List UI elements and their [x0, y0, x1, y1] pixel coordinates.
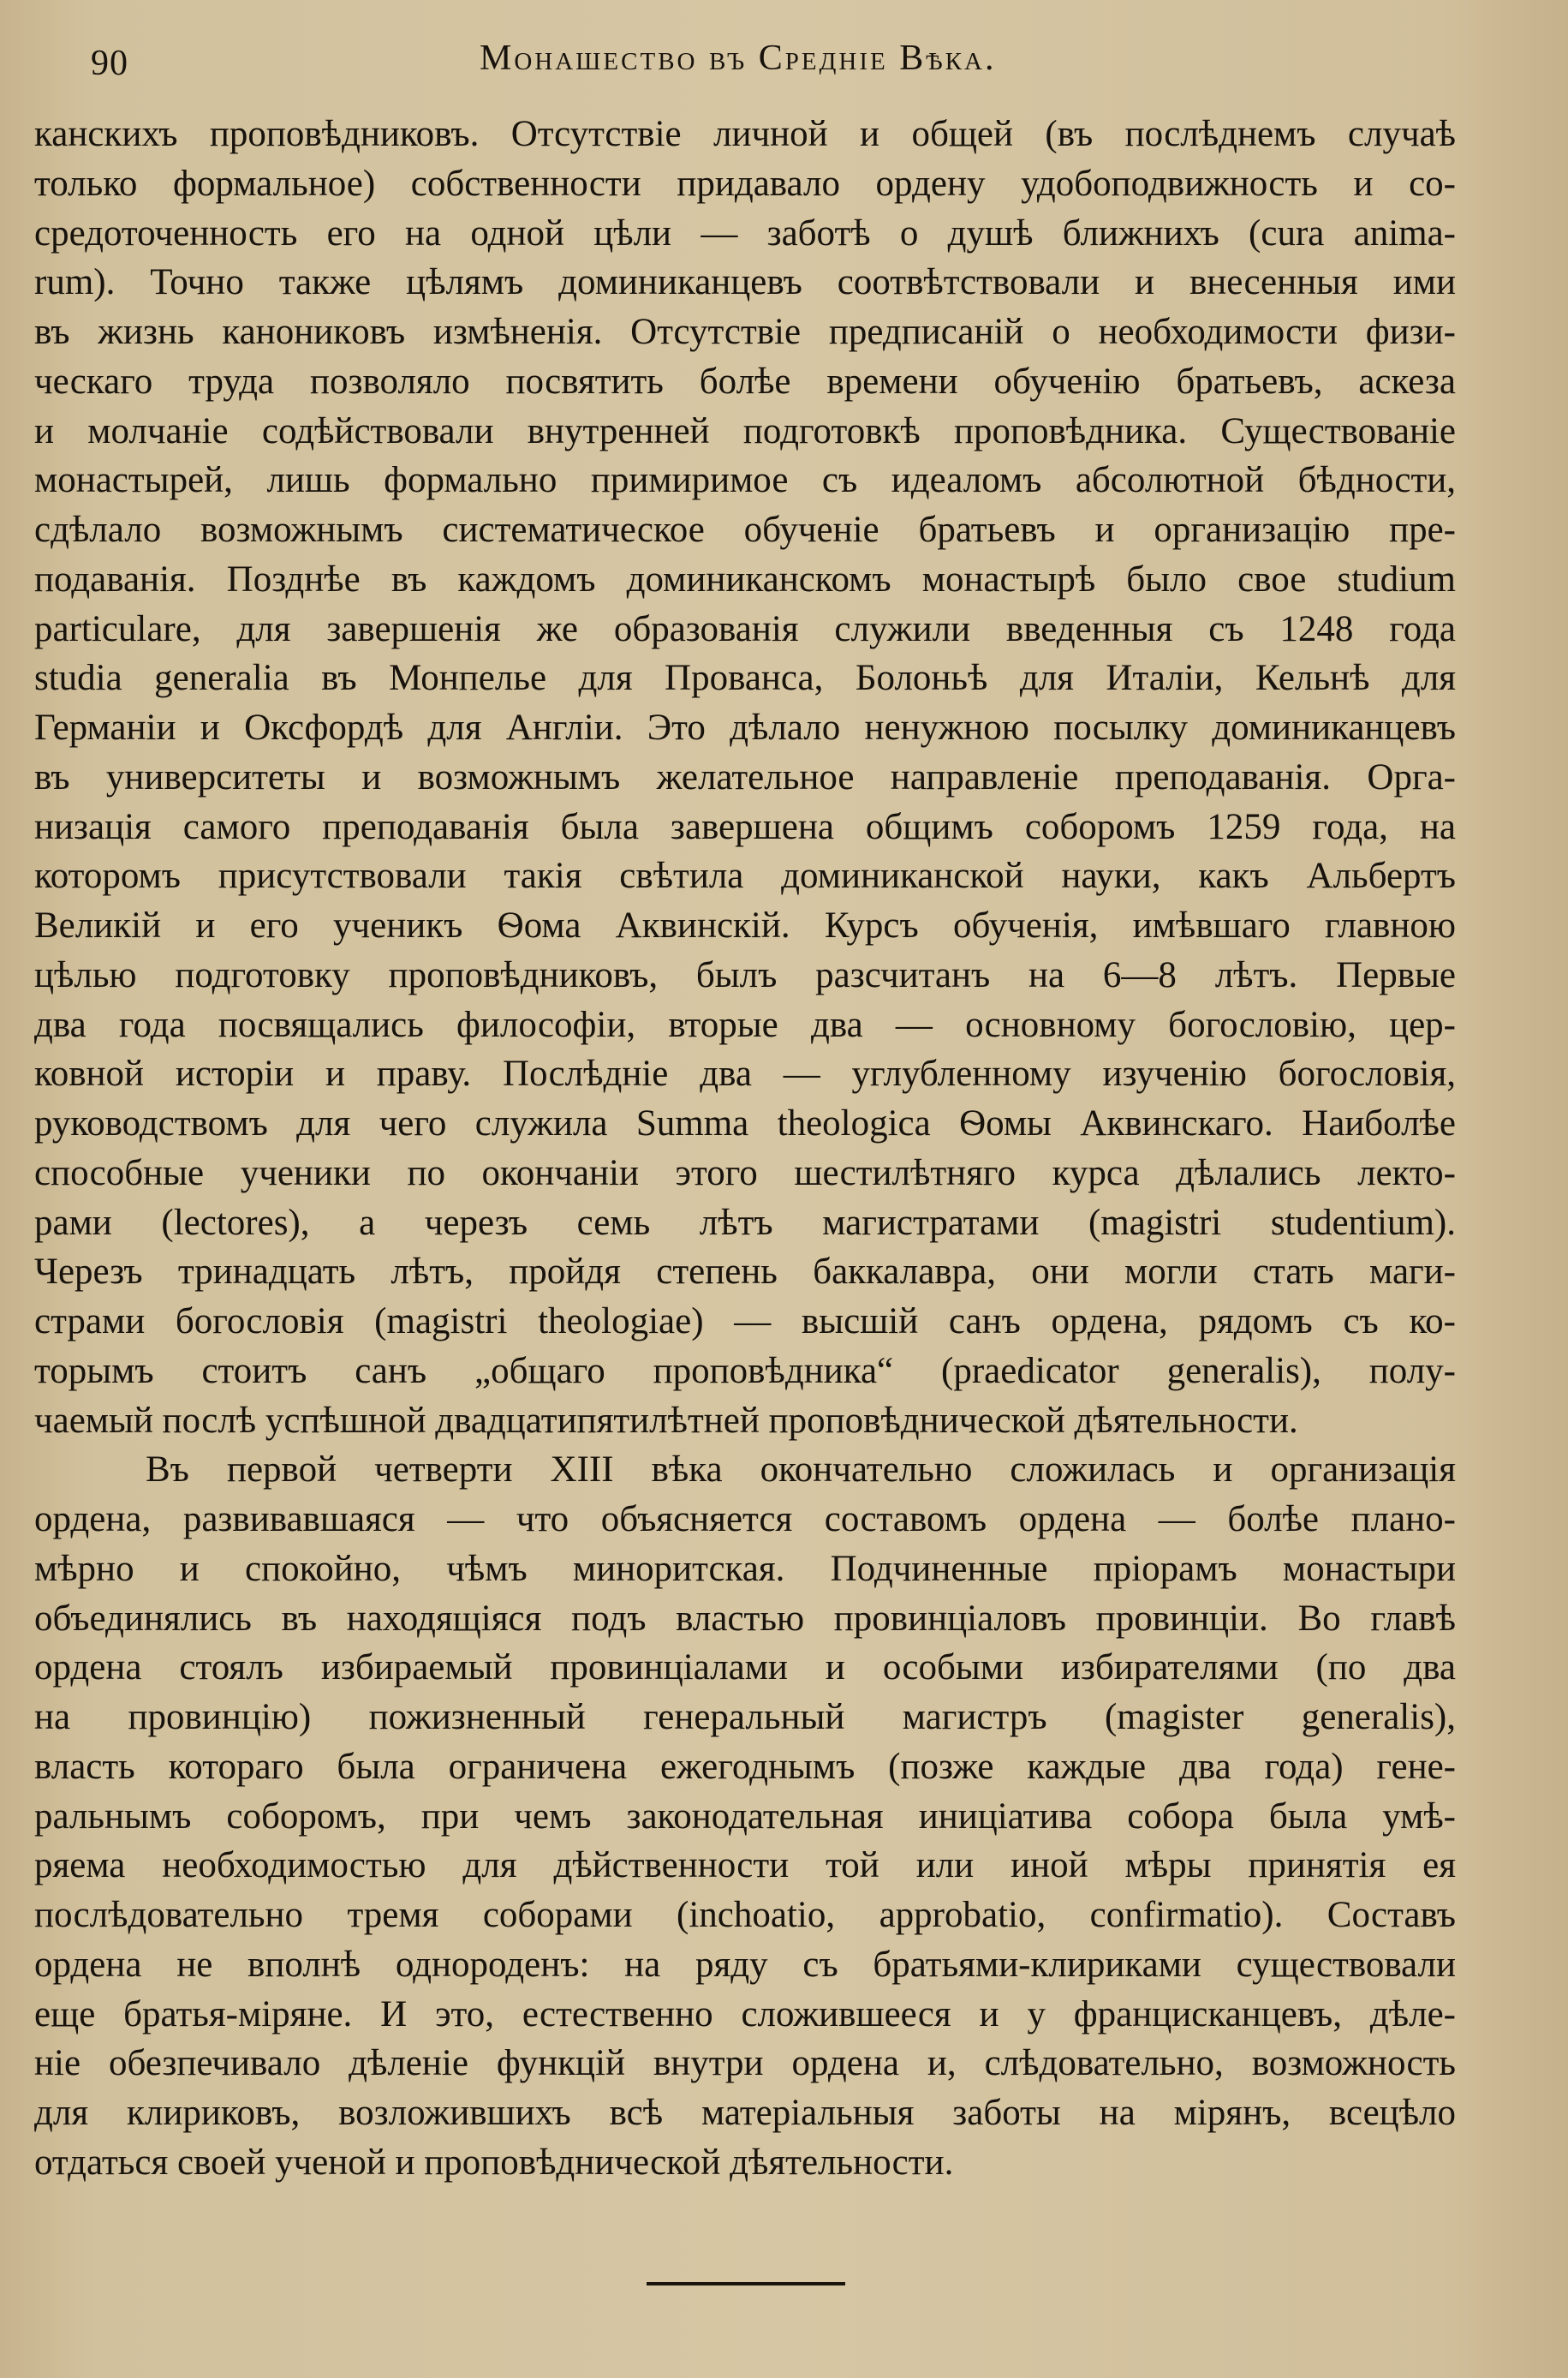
text-line: Великій и его ученикъ Ѳома Аквинскій. Курсъ обученія, имѣвшаго главною [34, 905, 1456, 946]
text-line: ческаго труда позволяло посвятить болѣе времени обученію братьевъ, аскеза [34, 361, 1456, 402]
text-line: на провинцію) пожизненный генеральный магистръ (magister generalis), [34, 1697, 1456, 1737]
text-line: цѣлью подготовку проповѣдниковъ, былъ разсчитанъ на 6—8 лѣтъ. Первые [34, 954, 1456, 995]
text-line: ряема необходимостью для дѣйственности той или иной мѣры принятія ея [34, 1845, 1456, 1886]
text-line: отдаться своей ученой и проповѣднической дѣятельности. [34, 2142, 954, 2183]
text-line: руководствомъ для чего служила Summa theologica Ѳомы Аквинскаго. Наиболѣе [34, 1103, 1456, 1144]
text-line: еще братья-міряне. И это, естественно сложившееся и у францисканцевъ, дѣле- [34, 1993, 1456, 2034]
text-line: сдѣлало возможнымъ систематическое обученіе братьевъ и организацію пре- [34, 510, 1456, 550]
text-line: ральнымъ соборомъ, при чемъ законодательная иниціатива собора была умѣ- [34, 1795, 1456, 1837]
text-line: монастырей, лишь формально примиримое съ идеаломъ абсолютной бѣдности, [34, 460, 1456, 501]
text-line: низація самого преподаванія была завершена общимъ соборомъ 1259 года, на [34, 806, 1456, 847]
text-line: мѣрно и спокойно, чѣмъ миноритская. Подчиненные пріорамъ монастыри [34, 1548, 1456, 1589]
running-title: Монашество въ Средніе Вѣка. [480, 39, 997, 78]
text-line: средоточенность его на одной цѣли — заботѣ о душѣ ближнихъ (cura anima- [34, 212, 1456, 254]
text-line: канскихъ проповѣдниковъ. Отсутствіе личной и общей (въ послѣднемъ случаѣ [34, 114, 1456, 154]
paragraph-1 [34, 110, 1456, 1445]
text-line: рами (lectores), а черезъ семь лѣтъ магистратами (magistri studentium). [34, 1202, 1456, 1243]
text-line: ордена, развивавшаяся — что объясняется составомъ ордена — болѣе плано- [34, 1499, 1456, 1539]
text-line: въ университеты и возможнымъ желательное направленіе преподаванія. Орга- [34, 756, 1456, 798]
text-line: послѣдовательно тремя соборами (inchoatio, approbatio, confirmatio). Составъ [34, 1895, 1456, 1935]
paragraph-2 [34, 1445, 1456, 2187]
text-line: ордена не вполнѣ однороденъ: на ряду съ братьями-клириками существовали [34, 1944, 1456, 1985]
text-line: Германіи и Оксфордѣ для Англіи. Это дѣлало ненужною посылку доминиканцевъ [34, 708, 1456, 748]
body-text [34, 110, 1456, 2188]
text-line: только формальное) собственности придавало ордену удобоподвижность и со- [34, 163, 1456, 204]
text-line: въ жизнь каноникoвъ измѣненія. Отсутствіе предписаній о необходимости физи- [34, 312, 1456, 352]
section-divider-rule [647, 2282, 845, 2285]
text-line: Черезъ тринадцать лѣтъ, пройдя степень баккалавра, они могли стать маги- [34, 1252, 1456, 1293]
text-line: чаемый послѣ успѣшной двадцатипятилѣтней проповѣднической дѣятельности. [34, 1400, 1298, 1441]
text-line: Въ первой четверти XIII вѣка окончательно сложилась и организація [146, 1449, 1456, 1491]
text-line: объединялись въ находящіяся подъ властью провинціаловъ провинціи. Во главѣ [34, 1598, 1456, 1639]
page-number: 90 [91, 44, 128, 83]
text-line: ніе обезпечивало дѣленіе функцій внутри ордена и, слѣдовательно, возможность [34, 2043, 1456, 2084]
text-line: particulare, для завершенія же образованія служили введенныя съ 1248 года [34, 608, 1456, 649]
text-line: rum). Точно также цѣлямъ доминиканцевъ соотвѣтствовали и внесенныя ими [34, 262, 1456, 303]
text-line: способные ученики по окончаніи этого шестилѣтняго курса дѣлались лекто- [34, 1152, 1456, 1193]
text-line: подаванія. Позднѣе въ каждомъ доминиканскомъ монастырѣ было свое studium [34, 559, 1456, 600]
text-line: два года посвящались философіи, вторые два — основному богословію, цер- [34, 1004, 1456, 1045]
text-line: studia generalia въ Монпелье для Прованса, Болоньѣ для Италіи, Кельнѣ для [34, 658, 1456, 699]
text-line: ковной исторіи и праву. Послѣдніе два — углубленному изученію богословія, [34, 1054, 1456, 1095]
text-line: и молчаніе содѣйствовали внутренней подготовкѣ проповѣдника. Существованіе [34, 410, 1456, 451]
text-line: страми богословія (magistri theologiae) — высшій санъ ордена, рядомъ съ ко- [34, 1301, 1456, 1341]
text-line: власть котораго была ограничена ежегоднымъ (позже каждые два года) гене- [34, 1746, 1456, 1787]
text-line: для клириковъ, возложившихъ всѣ матеріальныя заботы на мірянъ, всецѣло [34, 2093, 1456, 2133]
text-line: которомъ присутствовали такія свѣтила доминиканской науки, какъ Альбертъ [34, 856, 1456, 897]
text-line: торымъ стоитъ санъ „общаго проповѣдника“ (praedicator generalis), полу- [34, 1350, 1456, 1391]
text-line: ордена стоялъ избираемый провинціалами и особыми избирателями (по два [34, 1647, 1456, 1688]
